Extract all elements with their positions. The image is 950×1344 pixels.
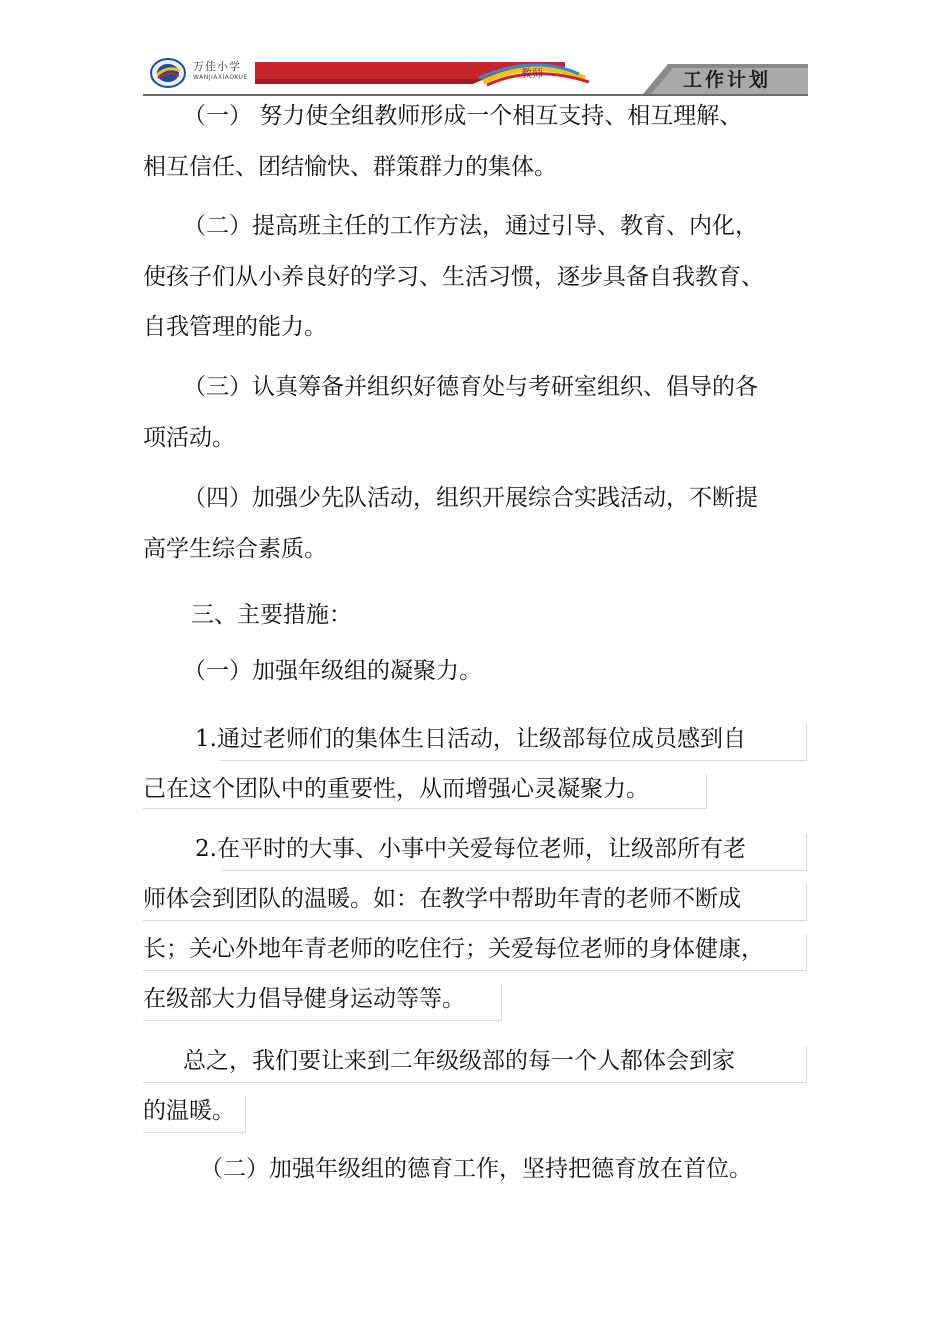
paragraph-1-line-2: 相互信任、团结愉快、群策群力的集体。 [143,154,557,180]
paragraph-4-line-1: （四）加强少先队活动，组织开展综合实践活动，不断提 [183,485,758,511]
item-2-line-4: 在级部大力倡导健身运动等等。 [143,986,465,1012]
paragraph-2-line-1: （二）提高班主任的工作方法，通过引导、教育、内化， [183,213,758,239]
paragraph-3-line-2: 项活动。 [143,425,235,451]
paragraph-3-line-1: （三）认真筹备并组织好德育处与考研室组织、倡导的各 [183,374,758,400]
document-type-title: 工作计划 [683,69,772,91]
section-heading: 三、主要措施： [191,602,352,628]
item-1-line-1: 1.通过老师们的集体生日活动，让级部每位成员感到自 [195,726,746,752]
item-1-line-2: 己在这个团队中的重要性，从而增强心灵凝聚力。 [143,776,649,802]
paragraph-1-line-1: （一） 努力使全组教师形成一个相互支持、相互理解、 [183,103,743,129]
sub-heading-1: （一）加强年级组的凝聚力。 [183,658,482,684]
header-banner [143,52,808,96]
summary-line-2: 的温暖。 [143,1098,235,1124]
paragraph-2-line-3: 自我管理的能力。 [143,314,327,340]
teacher-tag: 教师 [521,67,543,80]
summary-line-1: 总之，我们要让来到二年级级部的每一个人都体会到家 [183,1048,735,1074]
paragraph-2-line-2: 使孩子们从小养良好的学习、生活习惯，逐步具备自我教育、 [143,264,764,290]
item-2-line-2: 师体会到团队的温暖。如：在教学中帮助年青的老师不断成 [143,886,741,912]
item-2-line-1: 2.在平时的大事、小事中关爱每位老师，让级部所有老 [195,836,746,862]
paragraph-4-line-2: 高学生综合素质。 [143,536,327,562]
school-name: 万佳小学 [193,60,241,73]
school-pinyin: WANJIAXIAOXUE [193,74,248,81]
sub-heading-2: （二）加强年级组的德育工作，坚持把德育放在首位。 [200,1156,752,1182]
item-2-line-3: 长；关心外地年青老师的吃住行；关爱每位老师的身体健康， [143,936,764,962]
school-logo-icon [149,57,187,89]
